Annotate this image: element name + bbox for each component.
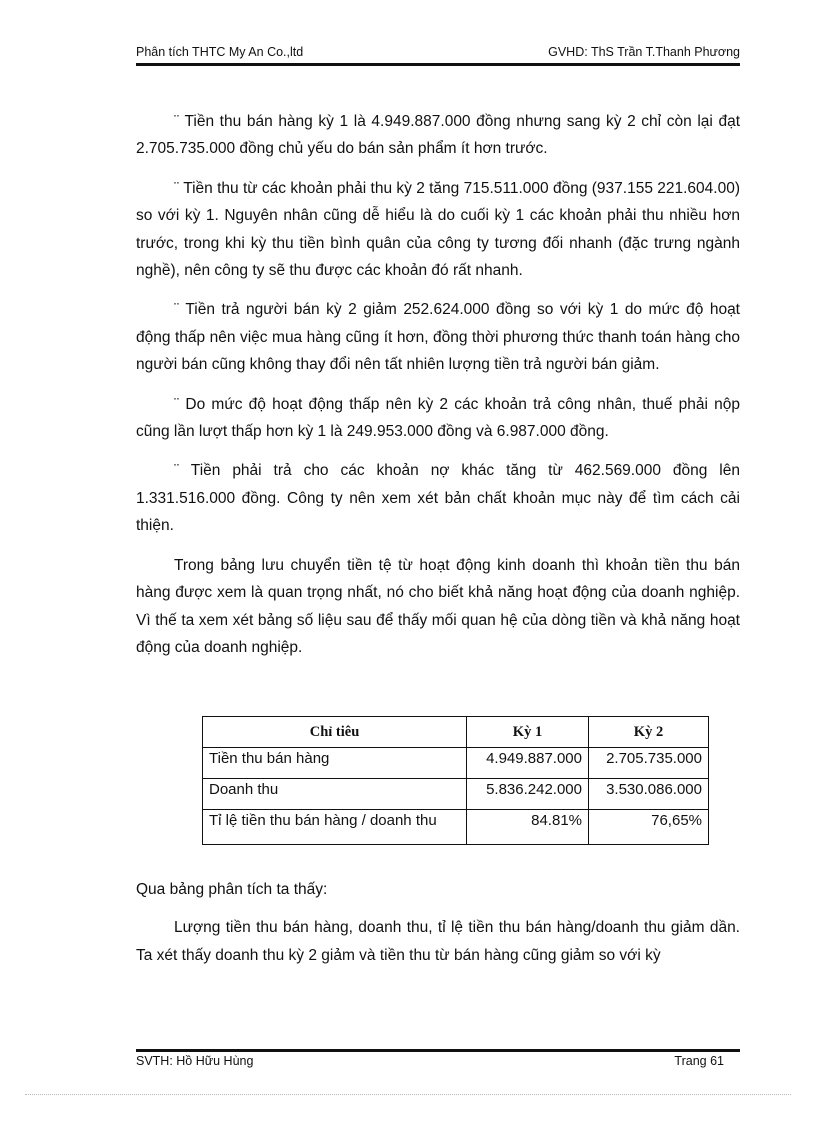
header-rule [136,63,740,66]
paragraph-other-payables: ¨ Tiền phải trả cho các khoản nợ khác tăng từ 462.569.000 đồng lên 1.331.516.000 đồng. Công ty nên xem xét bản chất khoản mục này để tìm cách cải thiện. [136,462,740,535]
table-cell-value: 3.530.086.000 [589,779,709,810]
table-header-period-1: Kỳ 1 [467,717,589,748]
table-header-indicator: Chỉ tiêu [203,717,467,748]
table-cell-value: 4.949.887.000 [467,748,589,779]
paragraph-wages-taxes: ¨ Do mức độ hoạt động thấp nên kỳ 2 các khoản trả công nhân, thuế phải nộp cũng lần lượt thấp hơn kỳ 1 là 249.953.000 đồng và 6.987.000 đồng. [136,395,740,441]
paragraph-receivables: ¨ Tiền thu từ các khoản phải thu kỳ 2 tăng 715.511.000 đồng (937.155 221.604.00) so với kỳ 1. Nguyên nhân cũng dễ hiểu là do cuối kỳ 1 các khoản phải thu nhiều hơn trước, trong khi kỳ thu tiền bình quân của công ty tương đối nhanh (đặc trưng ngành nghề), nên công ty sẽ thu được các khoản đó rất nhanh. [136,179,740,280]
sales-revenue-table [202,716,709,845]
paragraph-analysis: Lượng tiền thu bán hàng, doanh thu, tỉ lệ tiền thu bán hàng/doanh thu giảm dần. Ta xét thấy doanh thu kỳ 2 giảm và tiền thu từ bán hàng cũng giảm so với kỳ [136,919,740,964]
table-header-period-2: Kỳ 2 [589,717,709,748]
page-boundary [25,1094,791,1095]
table-row [203,748,709,779]
table-cell-label: Tỉ lệ tiền thu bán hàng / doanh thu [203,810,467,845]
table-cell-value: 5.836.242.000 [467,779,589,810]
paragraph-supplier-payments: ¨ Tiền trả người bán kỳ 2 giảm 252.624.000 đồng so với kỳ 1 do mức độ hoạt động thấp nên việc mua hàng cũng ít hơn, đồng thời phương thức thanh toán hàng cho người bán cũng không thay đổi nên tất nhiên lượng tiền trả người bán giảm. [136,301,740,374]
paragraph-cashflow-intro: Trong bảng lưu chuyển tiền tệ từ hoạt động kinh doanh thì khoản tiền thu bán hàng được xem là quan trọng nhất, nó cho biết khả năng hoạt động của doanh nghiệp. Vì thế ta xem xét bảng số liệu sau để thấy mối quan hệ của dòng tiền và khả năng hoạt động của doanh nghiệp. [136,556,740,656]
table-header-row [203,717,709,748]
table-cell-label: Doanh thu [203,779,467,810]
table-cell-value: 2.705.735.000 [589,748,709,779]
footer-student: SVTH: Hồ Hữu Hùng [136,1054,254,1068]
table-cell-value: 76,65% [589,810,709,845]
footer-rule [136,1049,740,1052]
analysis-text [136,876,740,980]
footer-page-number: Trang 61 [674,1054,724,1068]
paragraph-sales-receipts: ¨ Tiền thu bán hàng kỳ 1 là 4.949.887.000 đồng nhưng sang kỳ 2 chỉ còn lại đạt 2.705.735.000 đồng chủ yếu do bán sản phẩm ít hơn trước. [136,113,740,158]
body-text [136,108,740,673]
header-supervisor: GVHD: ThS Trần T.Thanh Phương [548,45,740,59]
table-cell-value: 84.81% [467,810,589,845]
table-row [203,779,709,810]
header-course-title: Phân tích THTC My An Co.,ltd [136,45,304,59]
paragraph-analysis-lead: Qua bảng phân tích ta thấy: [136,881,328,898]
table-cell-label: Tiền thu bán hàng [203,748,467,779]
table-row [203,810,709,845]
